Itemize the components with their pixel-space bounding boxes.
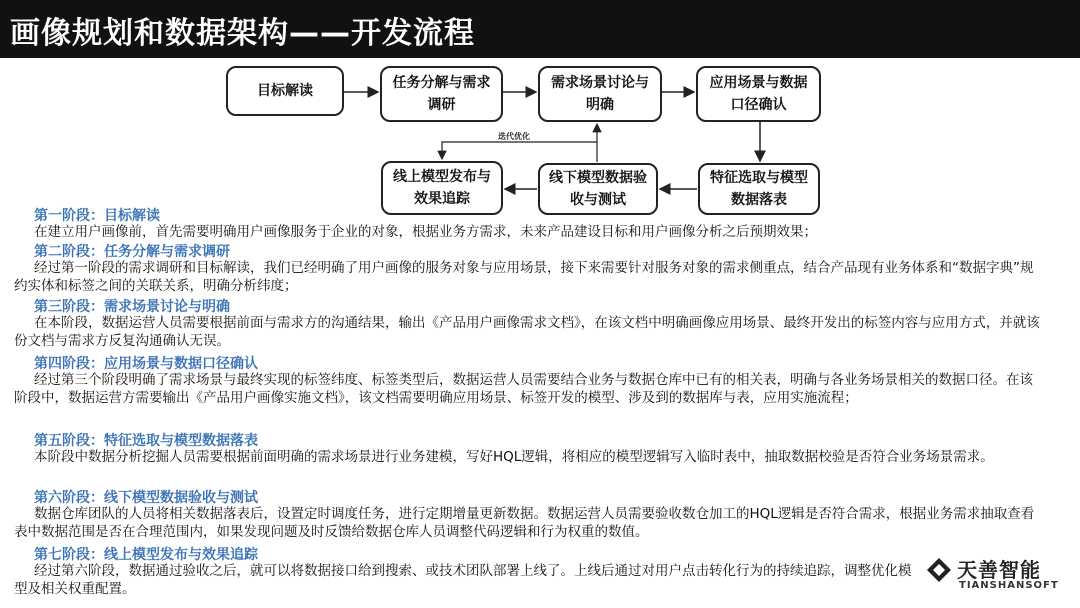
stage-5-title: 第五阶段：特征选取与模型数据落表: [34, 433, 258, 449]
stage-4-body: 经过第三个阶段明确了需求场景与最终实现的标签纬度、标签类型后，数据运营人员需要结合业务与数据仓库中已有的相关表，明确与各业务场景相关的数据口径。在该阶段中，数据运营方需要输出《产品用户画像实施文档》，该文档需要明确应用场景、标签开发的模型、涉及到的数据库与表，应用实施流程；: [14, 372, 1033, 406]
stage-7-body: 经过第六阶段，数据通过验收之后，就可以将数据接口给到搜索、或技术团队部署上线了。上线后通过对用户点击转化行为的持续追踪，调整优化模型及相关权重配置。: [14, 563, 912, 597]
flow-box-feature-selection: 特征选取与模型数据落表: [698, 163, 820, 215]
flow-box-goal: 目标解读: [226, 66, 344, 116]
stage-6-title: 第六阶段：线下模型数据验收与测试: [34, 490, 258, 506]
title-bar: [0, 0, 1080, 58]
flow-box-task-decomposition: 任务分解与需求调研: [380, 66, 503, 122]
watermark-logo: [925, 552, 1075, 602]
stage-1-title: 第一阶段：目标解读: [34, 208, 160, 224]
process-flow-diagram: [0, 58, 1080, 218]
flow-box-offline-testing: 线下模型数据验收与测试: [538, 163, 658, 215]
stage-5-body: 本阶段中数据分析挖掘人员需要根据前面明确的需求场景进行业务建模，写好HQL逻辑，将相应的模型逻辑写入临时表中，抽取数据校验是否符合业务场景需求。: [34, 449, 994, 465]
stage-3-title: 第三阶段：需求场景讨论与明确: [34, 299, 230, 315]
stage-2-body: 经过第一阶段的需求调研和目标解读，我们已经明确了用户画像的服务对象与应用场景，接下来需要针对服务对象的需求侧重点，结合产品现有业务体系和“数据字典”规约实体和标签之间的关联关系，明确分析纬度；: [14, 260, 1034, 294]
flow-box-application-confirm: 应用场景与数据口径确认: [696, 66, 821, 122]
flow-box-online-release: 线上模型发布与效果追踪: [381, 161, 503, 215]
stage-4-title: 第四阶段：应用场景与数据口径确认: [34, 356, 258, 372]
iteration-arrow: [442, 142, 597, 162]
logo-subtitle: TIANSHANSOFT: [959, 580, 1059, 591]
logo-name: 天善智能: [957, 558, 1041, 582]
iteration-label: 迭代优化: [498, 132, 530, 141]
stage-6-body: 数据仓库团队的人员将相关数据落表后，设置定时调度任务，进行定期增量更新数据。数据运营人员需要验收数仓加工的HQL逻辑是否符合需求，根据业务需求抽取查看表中数据范围是否在合理范围内，如果发现问题及时反馈给数据仓库人员调整代码逻辑和行为权重的数值。: [14, 506, 1035, 540]
logo-mark-icon: [925, 556, 953, 584]
stage-1-body: 在建立用户画像前，首先需要明确用户画像服务于企业的对象，根据业务方需求，未来产品建设目标和用户画像分析之后预期效果；: [34, 224, 817, 240]
page-title: 画像规划和数据架构——开发流程: [10, 16, 475, 51]
stage-2-title: 第二阶段：任务分解与需求调研: [34, 244, 230, 260]
stage-7-title: 第七阶段：线上模型发布与效果追踪: [34, 547, 258, 563]
flow-box-scenario-discussion: 需求场景讨论与明确: [538, 66, 662, 122]
stage-3-body: 在本阶段，数据运营人员需要根据前面与需求方的沟通结果，输出《产品用户画像需求文档》，在该文档中明确画像应用场景、最终开发出的标签内容与应用方式，并就该份文档与需求方反复沟通确认无误。: [14, 315, 1040, 349]
